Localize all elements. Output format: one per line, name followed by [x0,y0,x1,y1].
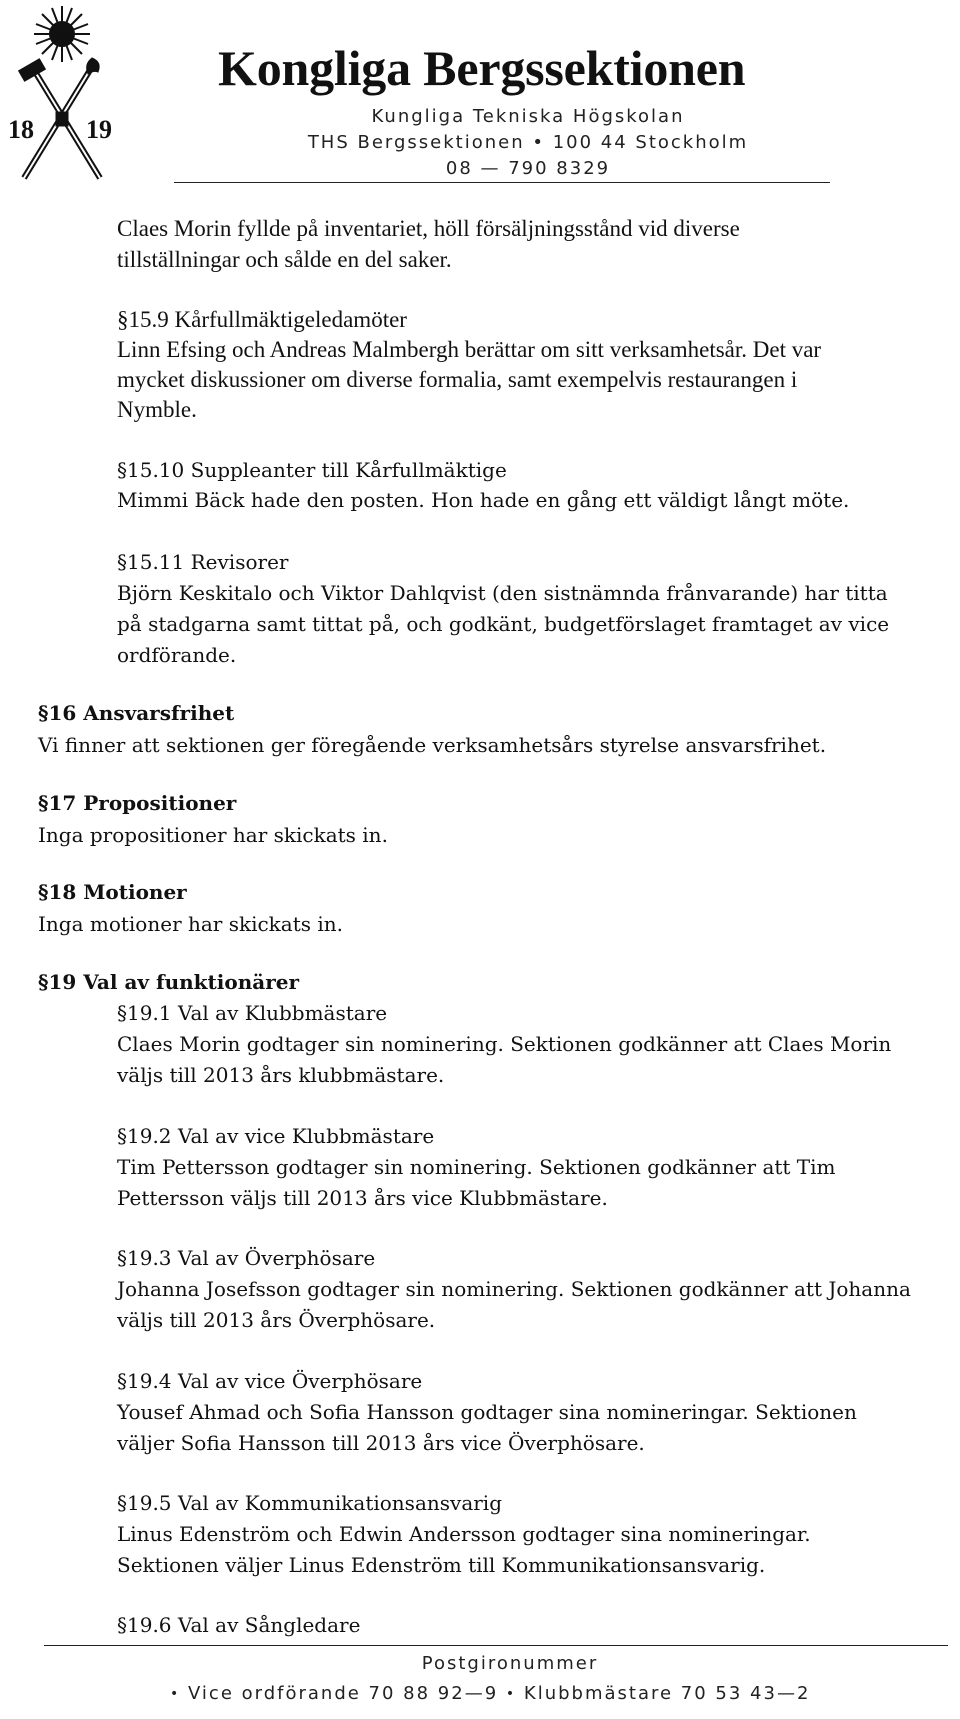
section-heading: §15.10 Suppleanter till Kårfullmäktige [117,458,507,482]
paragraph-line: Vi finner att sektionen ger föregående verksamhetsårs styrelse ansvarsfrihet. [38,733,827,757]
section-heading: §16 Ansvarsfrihet [38,701,235,725]
address-line: THS Bergssektionen • 100 44 Stockholm [307,132,749,153]
section-heading: §19 Val av funktionärer [38,970,300,994]
section-heading: §15.9 Kårfullmäktigeledamöter [117,307,407,332]
star-emblem-icon [34,6,90,62]
subsection-heading: §19.1 Val av Klubbmästare [117,1001,388,1025]
subsection-heading: §19.3 Val av Överphösare [117,1246,376,1270]
paragraph-line: Johanna Josefsson godtager sin nominering. Sektionen godkänner att Johanna [117,1277,911,1301]
paragraph-line: Nymble. [117,397,197,422]
section-heading: §17 Propositioner [38,791,237,815]
paragraph-line: Pettersson väljs till 2013 års vice Klubbmästare. [117,1186,608,1210]
phone-line: 08 — 790 8329 [445,158,611,179]
footer-divider [44,1645,948,1646]
bullet-icon: • [170,1686,181,1702]
logo-year-right: 19 [86,115,112,144]
paragraph-line: ordförande. [117,643,237,667]
paragraph-line: Sektionen väljer Linus Edenström till Kommunikationsansvarig. [117,1553,766,1577]
footer-account-klubb: Klubbmästare 70 53 43—2 [523,1683,811,1704]
subsection-heading: §19.4 Val av vice Överphösare [117,1369,423,1393]
paragraph-line: mycket diskussioner om diverse formalia, samt exempelvis restaurangen i [117,367,798,392]
footer-label: Postgironummer [421,1653,599,1674]
section-heading: §18 Motioner [38,880,187,904]
paragraph-line: tillställningar och sålde en del saker. [117,247,452,272]
footer-account-vice: Vice ordförande 70 88 92—9 [188,1683,499,1704]
bullet-icon: • [505,1686,517,1702]
paragraph-line: Claes Morin fyllde på inventariet, höll försäljningsstånd vid diverse [117,216,740,241]
paragraph-line: Linus Edenström och Edwin Andersson godtager sina nomineringar. [117,1522,811,1546]
footer-accounts [170,1683,810,1704]
paragraph-line: Inga propositioner har skickats in. [38,823,388,847]
paragraph-line: Yousef Ahmad och Sofia Hansson godtager sina nomineringar. Sektionen [117,1400,857,1424]
subsection-heading: §19.6 Val av Sångledare [117,1613,361,1637]
paragraph-line: Björn Keskitalo och Viktor Dahlqvist (den sistnämnda frånvarande) har titta [117,581,888,605]
logo-year-left: 18 [8,115,34,144]
section-heading: §15.11 Revisorer [117,550,289,574]
paragraph-line: väljer Sofia Hansson till 2013 års vice Överphösare. [117,1431,645,1455]
paragraph-line: väljs till 2013 års Överphösare. [117,1308,436,1332]
paragraph-line: Inga motioner har skickats in. [38,912,344,936]
organization-name: Kongliga Bergssektionen [218,40,746,96]
paragraph-line: Claes Morin godtager sin nominering. Sektionen godkänner att Claes Morin [117,1032,892,1056]
paragraph-line: Linn Efsing och Andreas Malmbergh berättar om sitt verksamhetsår. Det var [117,337,822,362]
subsection-heading: §19.5 Val av Kommunikationsansvarig [117,1491,502,1515]
university-line: Kungliga Tekniska Högskolan [371,106,685,127]
paragraph-line: på stadgarna samt tittat på, och godkänt, budgetförslaget framtaget av vice [117,612,890,636]
subsection-heading: §19.2 Val av vice Klubbmästare [117,1124,435,1148]
section-logo [6,2,118,184]
paragraph-line: väljs till 2013 års klubbmästare. [117,1063,445,1087]
paragraph-line: Tim Pettersson godtager sin nominering. Sektionen godkänner att Tim [117,1155,836,1179]
header-divider [174,182,830,183]
paragraph-line: Mimmi Bäck hade den posten. Hon hade en gång ett väldigt långt möte. [117,488,850,512]
